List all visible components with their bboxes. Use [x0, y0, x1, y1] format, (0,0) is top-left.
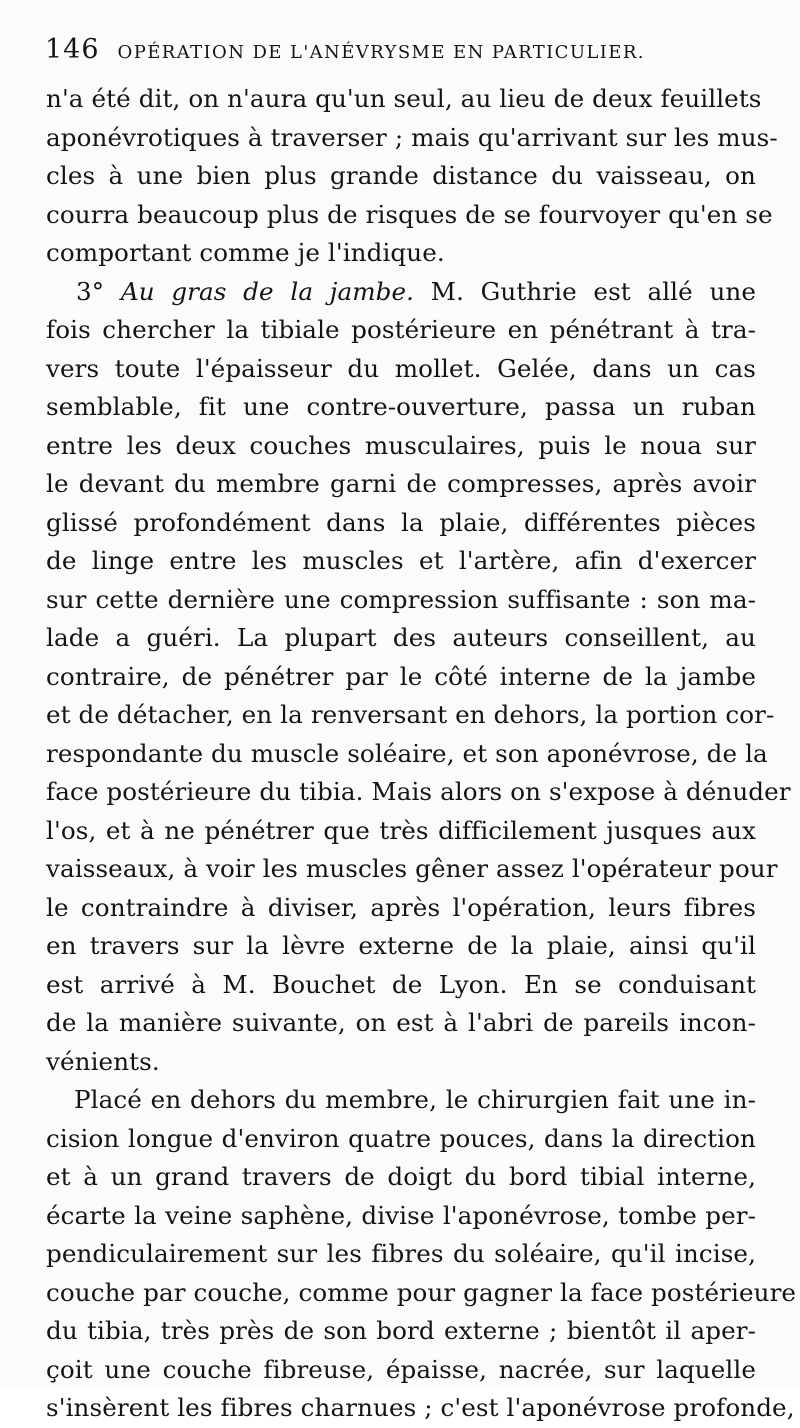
running-head: OPÉRATION DE L'ANÉVRYSME EN PARTICULIER.	[117, 42, 645, 63]
text-line: et de détacher, en la renversant en dehors, la portion cor-	[46, 700, 775, 729]
text-line: couche par couche, comme pour gagner la face postérieure	[46, 1277, 797, 1307]
text-line: l'os, et à ne pénétrer que très difficilement jusques aux	[46, 815, 756, 845]
text-line: aponévrotiques à traverser ; mais qu'arrivant sur les mus-	[46, 122, 778, 152]
page-header	[45, 34, 745, 70]
page-number: 146	[45, 34, 100, 65]
text-line: sur cette dernière une compression suffisante : son ma-	[46, 584, 756, 614]
text-line: n'a été dit, on n'aura qu'un seul, au lieu de deux feuillets	[46, 84, 762, 113]
text-line: de linge entre les muscles et l'artère, afin d'exercer	[46, 546, 756, 575]
text-line: du tibia, très près de son bord externe ; bientôt il aper-	[46, 1316, 756, 1345]
text-line: face postérieure du tibia. Mais alors on s'expose à dénuder	[46, 777, 791, 806]
text-line: çoit une couche fibreuse, épaisse, nacrée, sur laquelle	[46, 1354, 756, 1384]
text-line: comportant comme je l'indique.	[46, 238, 445, 267]
text-line: vers toute l'épaisseur du mollet. Gelée, dans un cas	[46, 353, 756, 383]
body-text	[46, 80, 797, 1428]
text-line: et à un grand travers de doigt du bord tibial interne,	[46, 1162, 756, 1191]
text-line: le contraindre à diviser, après l'opération, leurs fibres	[46, 892, 756, 922]
text-line: lade a guéri. La plupart des auteurs conseillent, au	[46, 623, 756, 652]
section-text: M. Guthrie est allé une	[430, 276, 757, 306]
text-line: en travers sur la lèvre externe de la plaie, ainsi qu'il	[46, 931, 756, 960]
text-line: vaisseaux, à voir les muscles gêner assez l'opérateur pour	[46, 854, 778, 883]
text-line: contraire, de pénétrer par le côté interne de la jambe	[46, 661, 756, 691]
section-title: Au gras de la jambe.	[120, 276, 415, 306]
text-line: le devant du membre garni de compresses, après avoir	[46, 469, 756, 498]
paragraph-start-line: Placé en dehors du membre, le chirurgien fait une in-	[74, 1085, 756, 1114]
text-line: semblable, fit une contre-ouverture, passa un ruban	[46, 392, 756, 421]
section-heading-line	[46, 273, 756, 312]
text-line: est arrivé à M. Bouchet de Lyon. En se conduisant	[46, 969, 756, 999]
text-line: s'insèrent les fibres charnues ; c'est l'aponévrose profonde,	[46, 1393, 795, 1422]
text-line: entre les deux couches musculaires, puis le noua sur	[46, 430, 756, 460]
text-line: courra beaucoup plus de risques de se fourvoyer qu'en se	[46, 199, 773, 229]
text-line: fois chercher la tibiale postérieure en pénétrant à tra-	[46, 315, 756, 344]
text-line: pendiculairement sur les fibres du soléaire, qu'il incise,	[46, 1239, 756, 1268]
text-line: écarte la veine saphène, divise l'aponévrose, tombe per-	[46, 1200, 756, 1230]
text-line: glissé profondément dans la plaie, différentes pièces	[46, 507, 756, 537]
text-line: cles à une bien plus grande distance du vaisseau, on	[46, 161, 756, 190]
section-number: 3°	[76, 276, 105, 306]
text-line: cision longue d'environ quatre pouces, dans la direction	[46, 1123, 756, 1153]
text-line: vénients.	[46, 1046, 160, 1076]
text-line: respondante du muscle soléaire, et son aponévrose, de la	[46, 738, 768, 768]
text-line: de la manière suivante, on est à l'abri de pareils incon-	[46, 1008, 756, 1037]
